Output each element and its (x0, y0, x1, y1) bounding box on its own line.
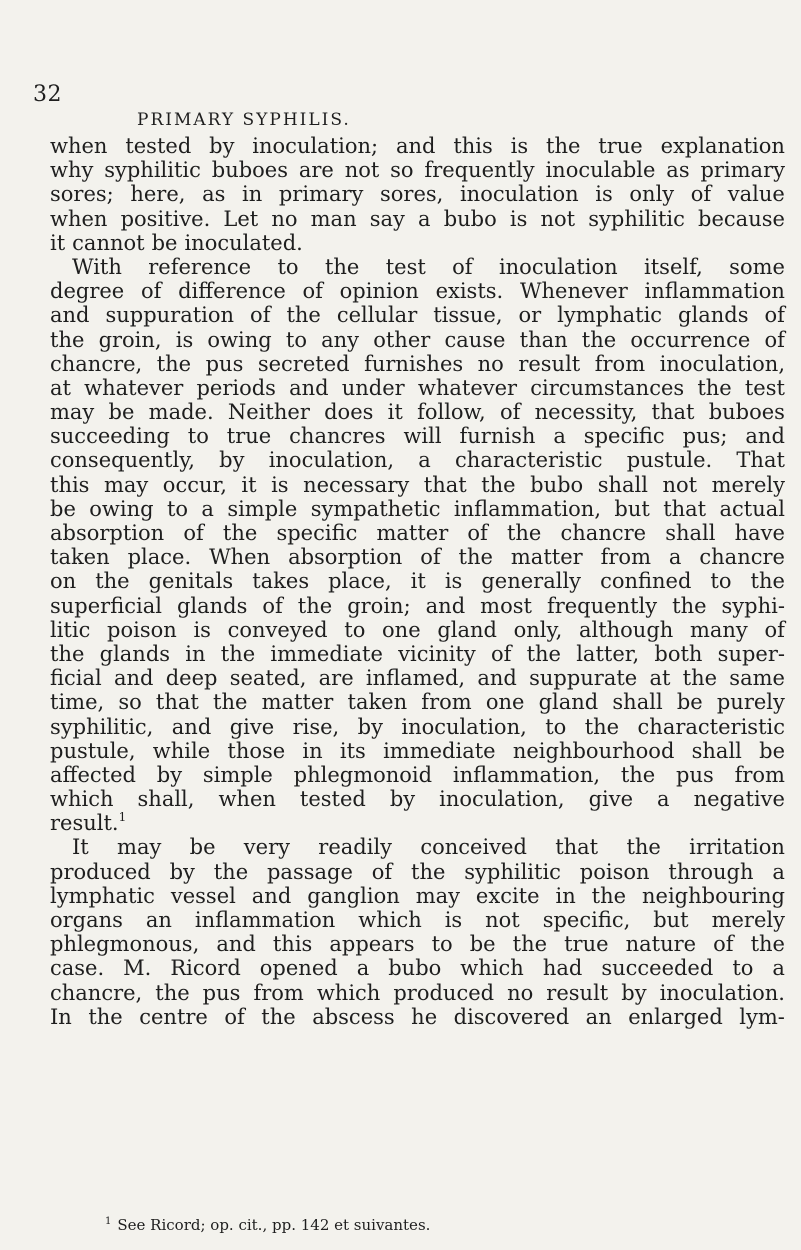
text-line: at whatever periods and under whatever circumstances the test (50, 375, 785, 400)
text-line: absorption of the specific matter of the chancre shall have (50, 521, 785, 545)
footnote-text: See Ricord; op. cit., pp. 142 et suivantes. (117, 1216, 431, 1234)
text-line: lymphatic vessel and ganglion may excite in the neighbouring (50, 883, 785, 908)
text-line: it cannot be inoculated. (50, 230, 303, 255)
text-line: case. M. Ricord opened a bubo which had succeeded to a (50, 956, 785, 981)
text-line: consequently, by inoculation, a characteristic pustule. That (50, 448, 785, 473)
text-line: With reference to the test of inoculation itself, some (72, 254, 785, 279)
body-text (50, 134, 785, 1029)
text-line: litic poison is conveyed to one gland only, although many of (50, 617, 785, 642)
text-line: pustule, while those in its immediate neighbourhood shall be (50, 738, 785, 763)
text-line: chancre, the pus secreted furnishes no result from inoculation, (50, 351, 785, 376)
page-number: 32 (33, 82, 62, 107)
footnote (105, 1216, 430, 1234)
footnote-reference: 1 (118, 810, 127, 825)
text-line: time, so that the matter taken from one gland shall be purely (50, 690, 785, 715)
running-head: PRIMARY SYPHILIS. (137, 110, 351, 130)
text-line: taken place. When absorption of the matter from a chancre (50, 545, 785, 570)
text-line: result.$^1$ (50, 810, 127, 836)
text-line: phlegmonous, and this appears to be the true nature of the (50, 932, 785, 957)
text-line: syphilitic, and give rise, by inoculation, to the characteristic (50, 714, 785, 739)
text-line: on the genitals takes place, it is generally confined to the (50, 569, 785, 594)
text-line: and suppuration of the cellular tissue, or lymphatic glands of (50, 303, 785, 328)
text-line: sores; here, as in primary sores, inoculation is only of value (50, 182, 785, 207)
text-line: degree of difference of opinion exists. Whenever inflammation (50, 279, 785, 304)
text-line: the groin, is owing to any other cause than the occurrence of (50, 327, 785, 352)
text-line: the glands in the immediate vicinity of the latter, both super- (50, 641, 785, 666)
text-line: succeeding to true chancres will furnish a specific pus; and (50, 424, 785, 449)
text-line: organs an inflammation which is not specific, but merely (50, 908, 785, 932)
text-line: superficial glands of the groin; and most frequently the syphi- (50, 593, 785, 618)
text-line: may be made. Neither does it follow, of necessity, that buboes (50, 400, 785, 425)
text-line: when tested by inoculation; and this is the true explanation (50, 134, 785, 158)
text-line: this may occur, it is necessary that the bubo shall not merely (50, 472, 785, 497)
footnote-marker: 1 (105, 1216, 112, 1227)
text-line: chancre, the pus from which produced no result by inoculation. (50, 980, 785, 1005)
text-line: In the centre of the abscess he discovered an enlarged lym- (50, 1004, 785, 1029)
text-line: which shall, when tested by inoculation, give a negative (50, 787, 785, 812)
text-line: affected by simple phlegmonoid inflammation, the pus from (50, 762, 785, 787)
text-line: why syphilitic buboes are not so frequently inoculable as primary (50, 158, 785, 183)
text-line: be owing to a simple sympathetic inflammation, but that actual (50, 496, 785, 521)
text-line: ficial and deep seated, are inflamed, and suppurate at the same (50, 666, 785, 691)
text-line: produced by the passage of the syphilitic poison through a (50, 859, 785, 884)
text-line: It may be very readily conceived that the irritation (72, 835, 785, 860)
text-line: when positive. Let no man say a bubo is not syphilitic because (50, 206, 785, 231)
